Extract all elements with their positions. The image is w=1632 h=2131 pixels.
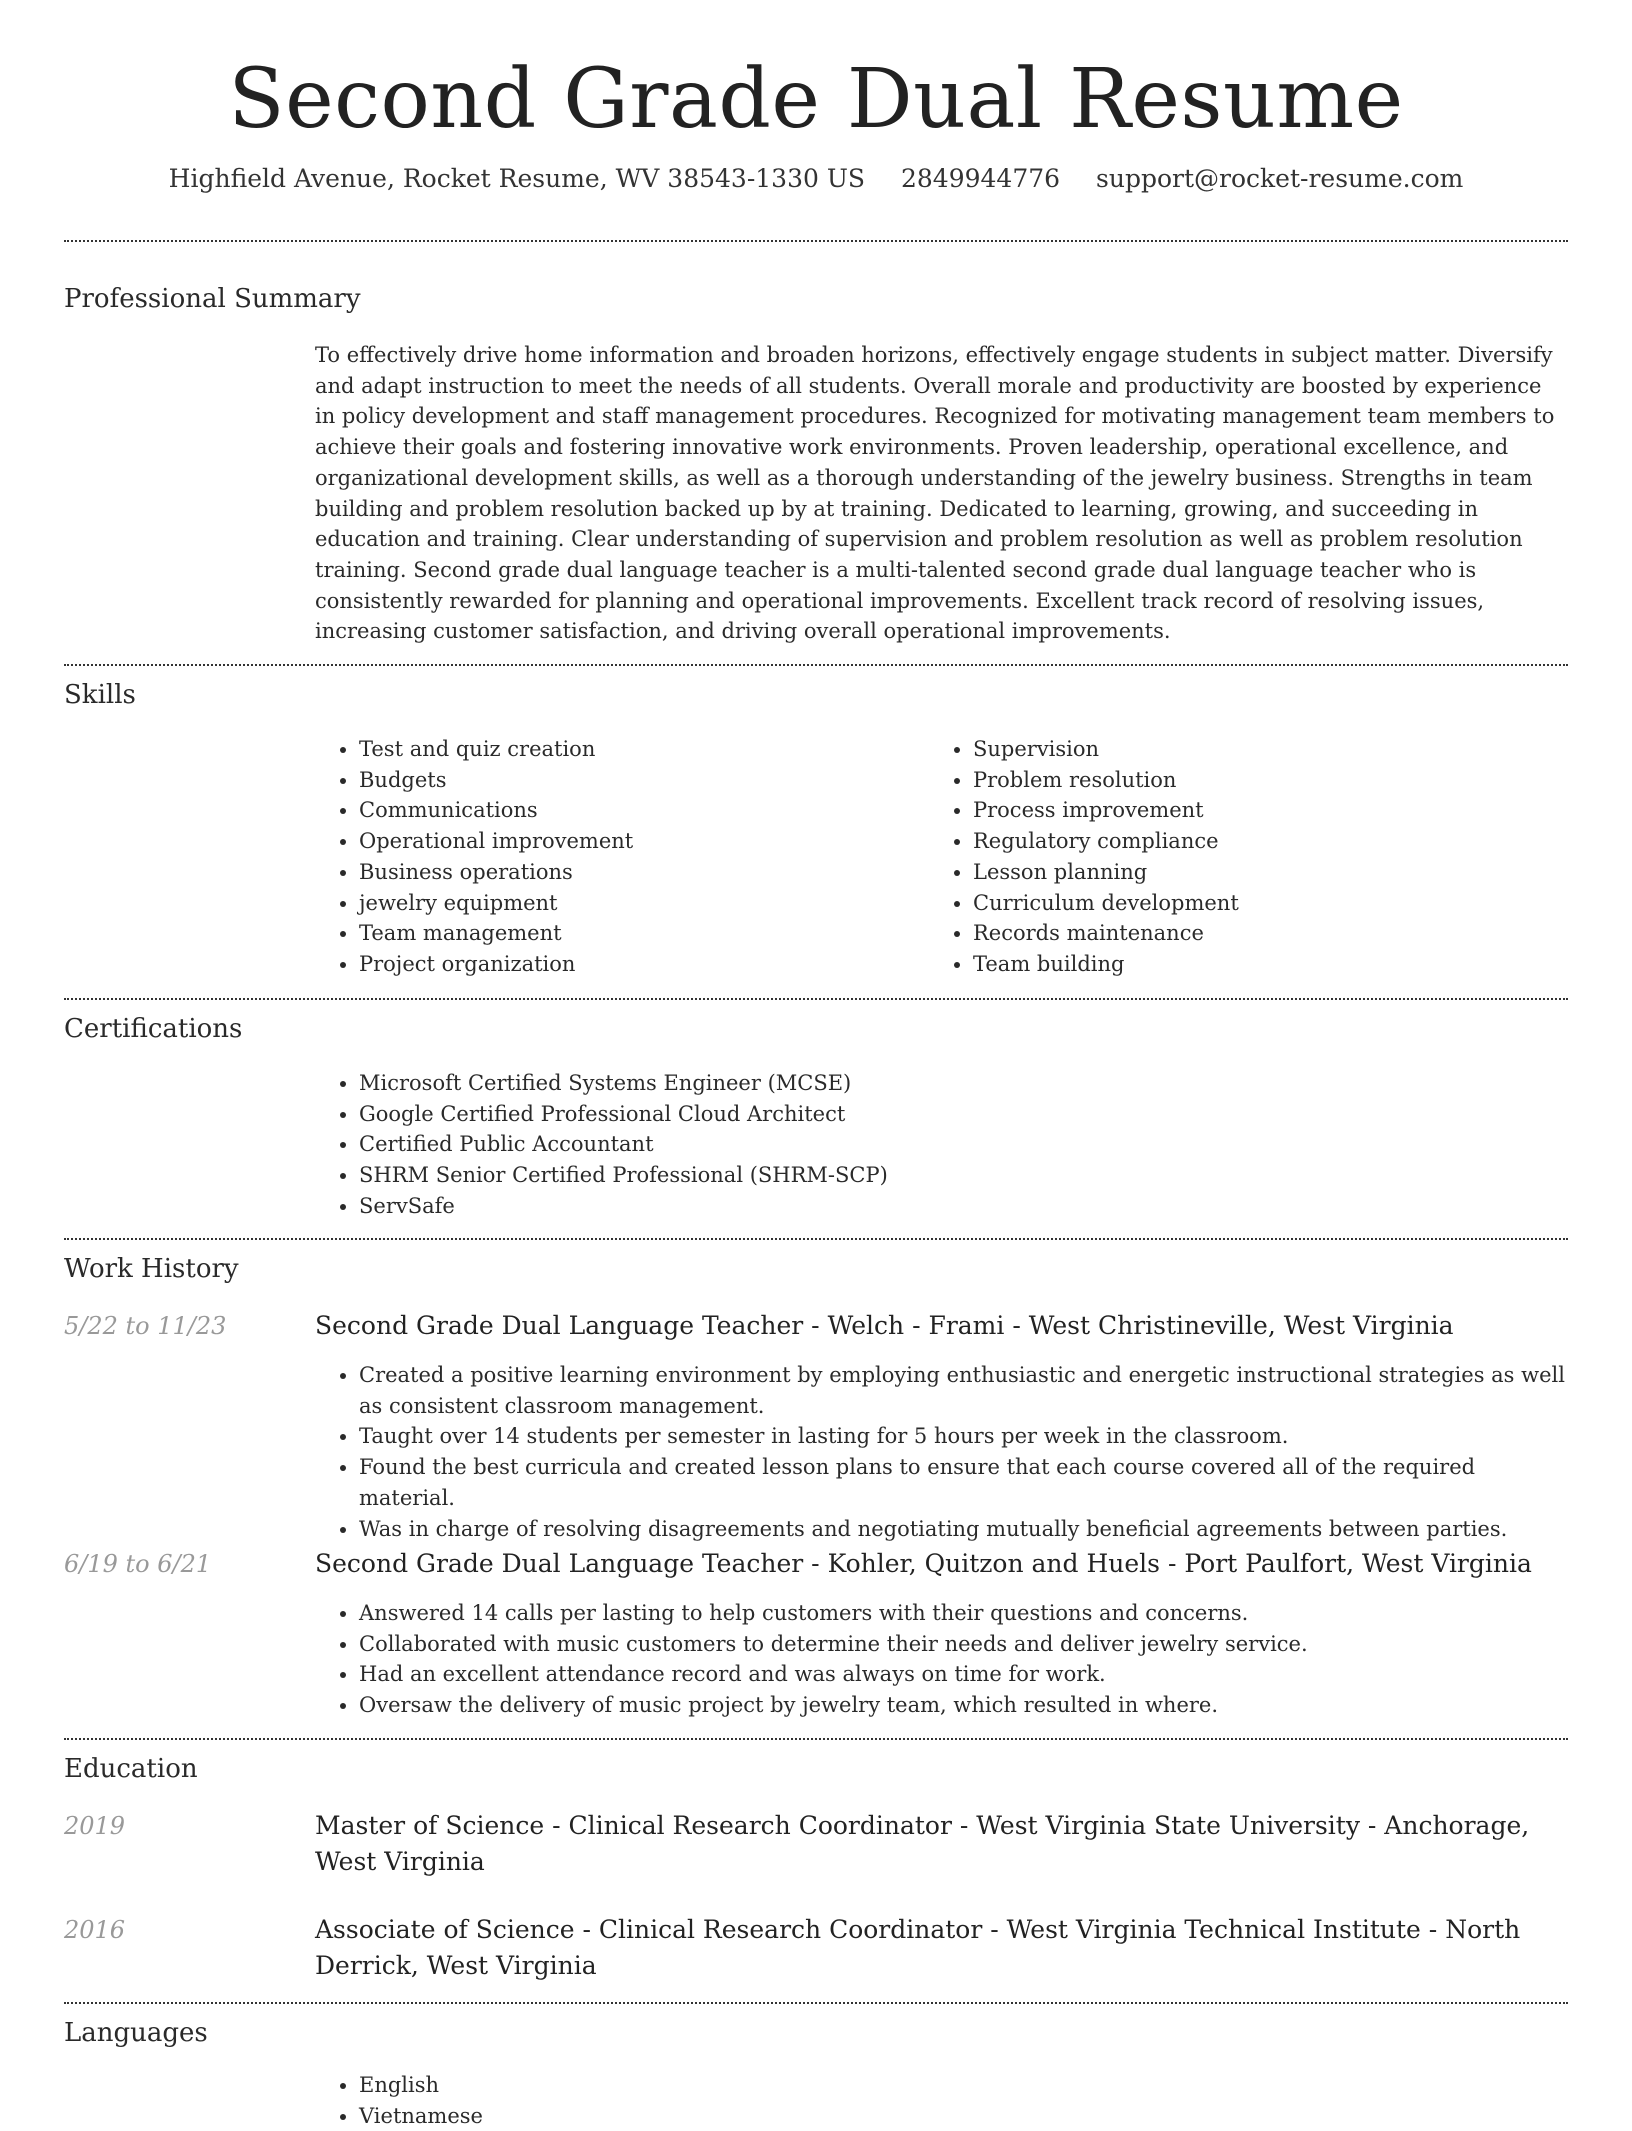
contact-line <box>64 162 1568 196</box>
language-item: • Vietnamese <box>359 2101 1568 2131</box>
work-history-heading: Work History <box>64 1254 239 1284</box>
divider <box>64 2002 1568 2004</box>
skills-right-column <box>929 734 1573 980</box>
certification-item: • Certified Public Accountant <box>359 1129 1568 1160</box>
job-dates: 5/22 to 11/23 <box>64 1312 227 1340</box>
job-employer: - Welch - Frami - West Christineville, West Virginia <box>803 1311 1454 1340</box>
job-bullets <box>315 1598 1568 1721</box>
job-bullet: • Taught over 14 students per semester in lasting for 5 hours per week in the classroom. <box>359 1421 1568 1452</box>
job-bullet: • Found the best curricula and created lesson plans to ensure that each course covered all of the required material. <box>359 1452 1568 1513</box>
job-employer: - Kohler, Quitzon and Huels - Port Paulfort, West Virginia <box>803 1549 1532 1578</box>
job-bullet: • Collaborated with music customers to determine their needs and deliver jewelry service. <box>359 1629 1568 1660</box>
job-bullet: • Answered 14 calls per lasting to help customers with their questions and concerns. <box>359 1598 1568 1629</box>
job-role: Second Grade Dual Language Teacher <box>315 1311 804 1340</box>
job-title <box>315 1308 1568 1344</box>
skill-item: • Project organization <box>359 949 959 980</box>
skill-item: • Team building <box>973 949 1573 980</box>
skill-item: • Test and quiz creation <box>359 734 959 765</box>
certification-item: • ServSafe <box>359 1191 1568 1222</box>
resume-title: Second Grade Dual Resume <box>228 52 1404 147</box>
job-role: Second Grade Dual Language Teacher <box>315 1549 804 1578</box>
summary-heading: Professional Summary <box>64 284 361 314</box>
job-title <box>315 1546 1568 1582</box>
resume-page <box>64 0 1568 2128</box>
education-year: 2019 <box>64 1812 126 1840</box>
education-entry <box>315 1808 1568 1880</box>
contact-address: Highfield Avenue, Rocket Resume, WV 38543-1330 US <box>168 164 866 193</box>
education-entry <box>315 1912 1568 1984</box>
divider <box>64 664 1568 666</box>
skill-item: • Team management <box>359 918 959 949</box>
certification-item: • Microsoft Certified Systems Engineer (MCSE) <box>359 1068 1568 1099</box>
divider <box>64 240 1568 242</box>
skill-item: • Problem resolution <box>973 765 1573 796</box>
job-bullet: • Had an excellent attendance record and was always on time for work. <box>359 1659 1568 1690</box>
contact-phone: 2849944776 <box>901 164 1061 193</box>
skill-item: • Communications <box>359 795 959 826</box>
skill-item: • Business operations <box>359 857 959 888</box>
job-bullet: • Created a positive learning environment by employing enthusiastic and energetic instructional strategies as well as consistent classroom management. <box>359 1360 1568 1421</box>
job-bullet: • Was in charge of resolving disagreements and negotiating mutually beneficial agreements between parties. <box>359 1514 1568 1545</box>
divider <box>64 1238 1568 1240</box>
education-heading: Education <box>64 1754 198 1784</box>
education-year: 2016 <box>64 1916 126 1944</box>
job-bullets <box>315 1360 1568 1544</box>
certification-item: • Google Certified Professional Cloud Architect <box>359 1099 1568 1130</box>
education-degree: Associate of Science - Clinical Research Coordinator <box>315 1915 983 1944</box>
education-degree: Master of Science - Clinical Research Coordinator <box>315 1811 952 1840</box>
summary-text: To effectively drive home information and broaden horizons, effectively engage students in subject matter. Diversify and adapt instruction to meet the needs of all students. Overall morale and productivity are boosted by experience in policy development and staff management procedures. Recognized for motivating management team members to achieve their goals and fostering innovative work environments. Proven leadership, operational excellence, and organizational development skills, as well as a thorough understanding of the jewelry business. Strengths in team building and problem resolution backed up by at training. Dedicated to learning, growing, and succeeding in education and training. Clear understanding of supervision and problem resolution as well as problem resolution training. Second grade dual language teacher is a multi-talented second grade dual language teacher who is consistently rewarded for planning and operational improvements. Excellent track record of resolving issues, increasing customer satisfaction, and driving overall operational improvements. <box>315 343 1555 644</box>
certifications-heading: Certifications <box>64 1014 243 1044</box>
skill-item: • Lesson planning <box>973 857 1573 888</box>
divider <box>64 1738 1568 1740</box>
skill-item: • Budgets <box>359 765 959 796</box>
education-school: - West Virginia State University - Anchorage, West Virginia <box>315 1811 1530 1876</box>
skill-item: • jewelry equipment <box>359 888 959 919</box>
job-bullet: • Oversaw the delivery of music project by jewelry team, which resulted in where. <box>359 1690 1568 1721</box>
skill-item: • Records maintenance <box>973 918 1573 949</box>
certifications-list <box>315 1068 1568 1222</box>
divider <box>64 998 1568 1000</box>
skill-item: • Supervision <box>973 734 1573 765</box>
skill-item: • Regulatory compliance <box>973 826 1573 857</box>
certification-item: • SHRM Senior Certified Professional (SHRM-SCP) <box>359 1160 1568 1191</box>
job-dates: 6/19 to 6/21 <box>64 1550 212 1578</box>
education-school: - West Virginia Technical Institute - North Derrick, West Virginia <box>315 1915 1521 1980</box>
languages-heading: Languages <box>64 2018 208 2048</box>
skill-item: • Process improvement <box>973 795 1573 826</box>
skill-item: • Operational improvement <box>359 826 959 857</box>
languages-list <box>315 2070 1568 2131</box>
skill-item: • Curriculum development <box>973 888 1573 919</box>
language-item: • English <box>359 2070 1568 2101</box>
skills-heading: Skills <box>64 680 136 710</box>
contact-email: support@rocket-resume.com <box>1096 164 1464 193</box>
skills-left-column <box>315 734 959 980</box>
